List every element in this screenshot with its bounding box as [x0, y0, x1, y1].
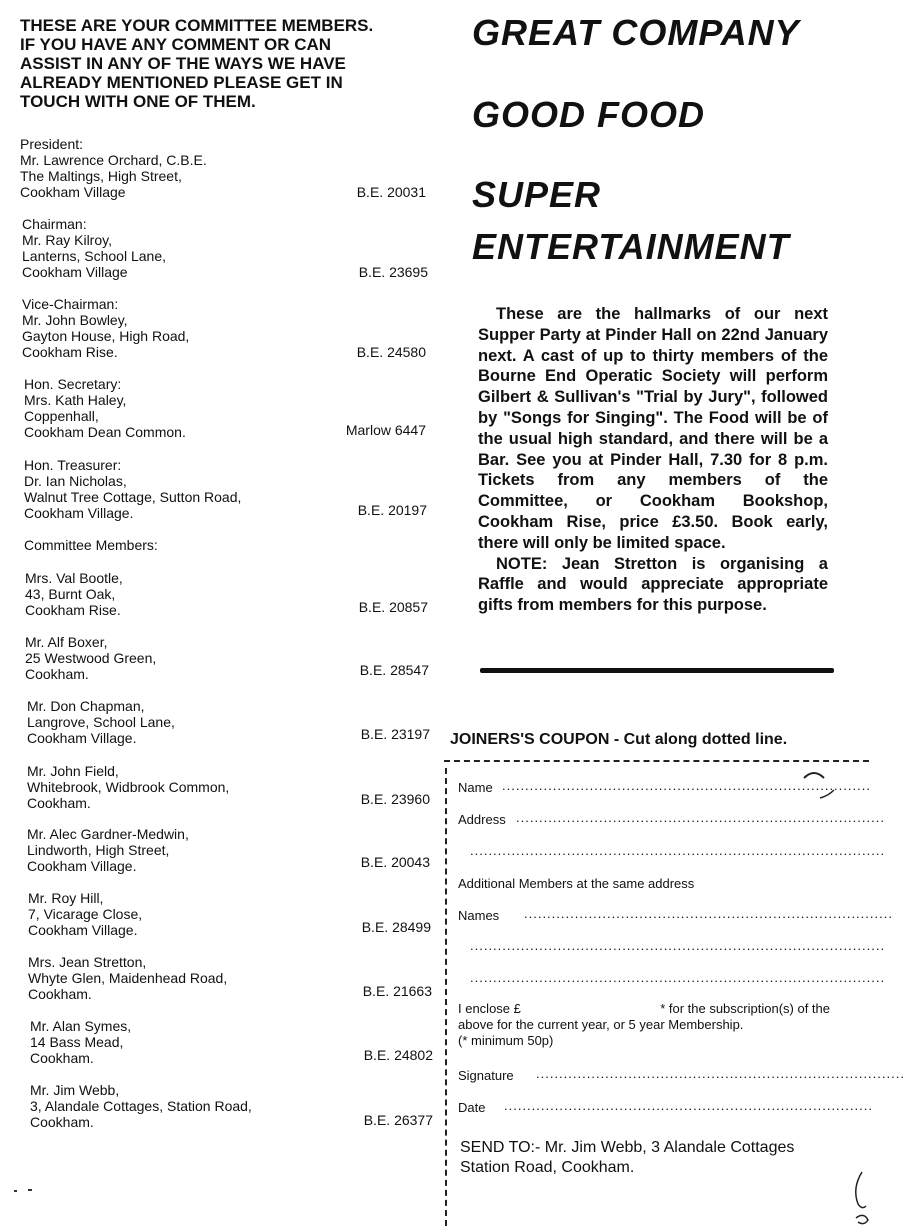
- intro-line: THESE ARE YOUR COMMITTEE MEMBERS.: [20, 16, 374, 35]
- member-name: Mr. Roy Hill,: [28, 890, 104, 906]
- headline: SUPER: [472, 174, 602, 215]
- member-address: 25 Westwood Green,: [25, 650, 157, 666]
- phone-number: B.E. 24580: [356, 344, 426, 360]
- scan-speck: [28, 1189, 32, 1191]
- headline: GOOD FOOD: [472, 94, 705, 135]
- officer-name: Mrs. Kath Haley,: [24, 392, 127, 408]
- intro-line: TOUCH WITH ONE OF THEM.: [20, 92, 256, 111]
- intro-line: ASSIST IN ANY OF THE WAYS WE HAVE: [20, 54, 346, 73]
- names-label: Names: [458, 908, 500, 923]
- raffle-note: NOTE: Jean Stretton is organising a Raffle and would appreciate appropriate gifts from members for this purpose.: [478, 554, 828, 615]
- member-address: Cookham.: [27, 795, 91, 811]
- enclose-text: * for the subscription(s) of the: [660, 1001, 830, 1016]
- phone-number: B.E. 20857: [358, 599, 428, 615]
- enclose-text: above for the current year, or 5 year Membership.: [458, 1017, 744, 1032]
- phone-number: B.E. 28499: [361, 919, 431, 935]
- officer-address: Coppenhall,: [24, 408, 99, 424]
- address-label: Address: [458, 812, 506, 827]
- signature-field[interactable]: ................................................................................: [536, 1066, 905, 1081]
- member-name: Mrs. Val Bootle,: [25, 570, 123, 586]
- phone-number: B.E. 20197: [357, 502, 427, 518]
- cut-line-vertical: [445, 768, 447, 1226]
- date-field[interactable]: ................................................................................: [504, 1098, 873, 1113]
- member-name: Mr. John Field,: [27, 763, 119, 779]
- name-field[interactable]: ................................................................................: [502, 778, 871, 793]
- scan-speck: [14, 1190, 17, 1192]
- officer-name: Mr. John Bowley,: [22, 312, 128, 328]
- event-paragraph: These are the hallmarks of our next Supper Party at Pinder Hall on 22nd January next. A cast of up to thirty members of the Bourne End Operatic Society will perform Gilbert & Sullivan's "Trial by Jury", followed by "Songs for Singing". The Food will be of the usual high standard, and there will be a Bar. See you at Pinder Hall, 7.30 for 8 p.m. Tickets from any members of the Committee, or Cookham Bookshop, Cookham Rise, price £3.50. Book early, there will only be limited space.: [478, 305, 828, 552]
- subscription-statement: [458, 1001, 830, 1049]
- phone-number: Marlow 6447: [345, 422, 426, 438]
- headline: GREAT COMPANY: [472, 12, 800, 53]
- intro-line: IF YOU HAVE ANY COMMENT OR CAN: [20, 35, 332, 54]
- officer-role: President:: [20, 136, 84, 152]
- headline: ENTERTAINMENT: [472, 226, 790, 267]
- officer-role: Chairman:: [22, 216, 87, 232]
- member-address: 14 Bass Mead,: [30, 1034, 124, 1050]
- pen-mark: [848, 1170, 871, 1226]
- member-name: Mrs. Jean Stretton,: [28, 954, 147, 970]
- member-address: Cookham Village.: [27, 730, 137, 746]
- officer-address: Cookham Village.: [24, 505, 134, 521]
- officer-role: Hon. Secretary:: [24, 376, 122, 392]
- committee-intro: [20, 16, 425, 111]
- enclose-label: I enclose £: [458, 1001, 521, 1016]
- send-to-line: SEND TO:- Mr. Jim Webb, 3 Alandale Cottages: [460, 1139, 795, 1156]
- pen-mark: [800, 766, 840, 802]
- officer-name: Mr. Lawrence Orchard, C.B.E.: [20, 152, 207, 168]
- member-address: Cookham Village.: [27, 858, 137, 874]
- event-description: [478, 304, 828, 616]
- officer-address: Cookham Dean Common.: [24, 424, 186, 440]
- phone-number: B.E. 28547: [359, 662, 429, 678]
- member-address: Cookham.: [25, 666, 89, 682]
- officer-role: Vice-Chairman:: [22, 296, 119, 312]
- phone-number: B.E. 23695: [358, 264, 428, 280]
- member-address: 3, Alandale Cottages, Station Road,: [30, 1098, 252, 1114]
- minimum-note: (* minimum 50p): [458, 1033, 554, 1048]
- member-address: Cookham.: [28, 986, 92, 1002]
- date-label: Date: [458, 1100, 486, 1115]
- member-name: Mr. Don Chapman,: [27, 698, 145, 714]
- officer-address: Cookham Rise.: [22, 344, 118, 360]
- names-field-line3[interactable]: ..........................................................................................: [470, 970, 886, 985]
- officer-name: Dr. Ian Nicholas,: [24, 473, 127, 489]
- coupon-title: JOINERS'S COUPON - Cut along dotted line.: [450, 731, 788, 748]
- names-field[interactable]: ................................................................................: [524, 906, 893, 921]
- phone-number: B.E. 26377: [363, 1112, 433, 1128]
- member-address: Whitebrook, Widbrook Common,: [27, 779, 230, 795]
- committee-column: [0, 0, 440, 1226]
- member-address: Cookham.: [30, 1050, 94, 1066]
- phone-number: B.E. 20043: [360, 854, 430, 870]
- names-field-line2[interactable]: ..........................................................................................: [470, 938, 886, 953]
- phone-number: B.E. 24802: [363, 1047, 433, 1063]
- signature-label: Signature: [458, 1068, 514, 1083]
- member-address: 7, Vicarage Close,: [28, 906, 143, 922]
- event-column: [440, 0, 905, 1226]
- phone-number: B.E. 21663: [362, 983, 432, 999]
- member-address: Whyte Glen, Maidenhead Road,: [28, 970, 228, 986]
- additional-members-label: Additional Members at the same address: [458, 876, 695, 891]
- section-rule: [480, 668, 834, 673]
- phone-number: B.E. 20031: [356, 184, 426, 200]
- member-address: 43, Burnt Oak,: [25, 586, 116, 602]
- member-name: Mr. Jim Webb,: [30, 1082, 120, 1098]
- member-address: Lindworth, High Street,: [27, 842, 170, 858]
- name-label: Name: [458, 780, 493, 795]
- cut-line-horizontal: [444, 760, 869, 762]
- officer-address: Cookham Village: [22, 264, 128, 280]
- officer-address: Walnut Tree Cottage, Sutton Road,: [24, 489, 242, 505]
- officer-address: The Maltings, High Street,: [20, 168, 182, 184]
- phone-number: B.E. 23960: [360, 791, 430, 807]
- member-name: Mr. Alan Symes,: [30, 1018, 132, 1034]
- address-field[interactable]: ................................................................................: [516, 810, 885, 825]
- send-to-line: Station Road, Cookham.: [460, 1159, 635, 1176]
- officer-role: Hon. Treasurer:: [24, 457, 122, 473]
- officer-name: Mr. Ray Kilroy,: [22, 232, 112, 248]
- send-to-address: [460, 1138, 870, 1178]
- member-address: Cookham Rise.: [25, 602, 121, 618]
- address-field-line2[interactable]: ..........................................................................................: [470, 843, 886, 858]
- member-name: Mr. Alec Gardner-Medwin,: [27, 826, 189, 842]
- officer-address: Lanterns, School Lane,: [22, 248, 166, 264]
- phone-number: B.E. 23197: [360, 726, 430, 742]
- intro-line: ALREADY MENTIONED PLEASE GET IN: [20, 73, 343, 92]
- member-address: Cookham Village.: [28, 922, 138, 938]
- officer-address: Cookham Village: [20, 184, 126, 200]
- member-address: Cookham.: [30, 1114, 94, 1130]
- member-name: Mr. Alf Boxer,: [25, 634, 108, 650]
- officer-address: Gayton House, High Road,: [22, 328, 190, 344]
- member-address: Langrove, School Lane,: [27, 714, 175, 730]
- committee-heading: Committee Members:: [24, 537, 158, 553]
